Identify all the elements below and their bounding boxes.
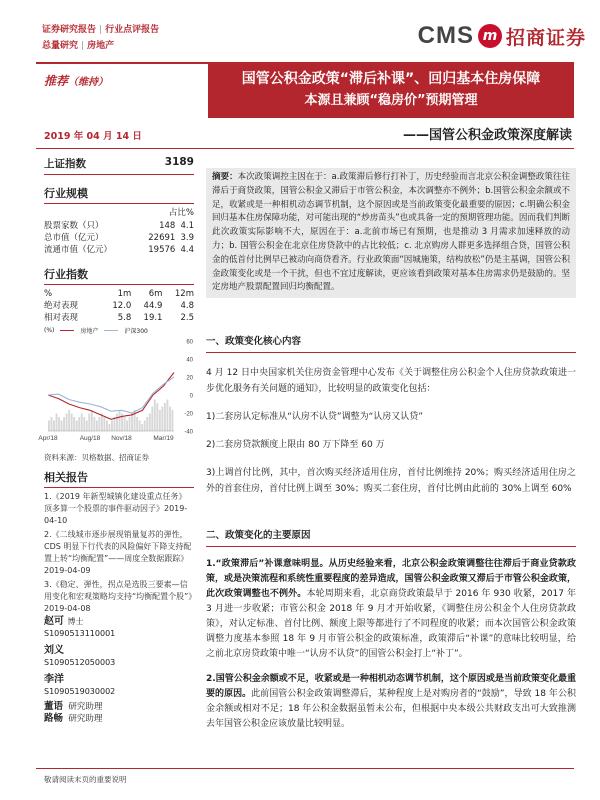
industry-scale-header [44, 207, 194, 220]
header-tag-report-kind: 行业点评报告 [105, 25, 160, 35]
volume-bar [103, 417, 105, 431]
volume-bar [108, 424, 110, 431]
volume-bar [106, 420, 108, 431]
table-cell: 2.5 [180, 312, 194, 323]
chart-ylabel: (%) [44, 326, 55, 334]
header-tag-report-type: 证券研究报告 [42, 25, 97, 35]
volume-bar [169, 406, 171, 431]
header-tags: 证券研究报告 | 行业点评报告 总量研究 | 房地产 [42, 25, 160, 51]
report-date: 2019 年 04 月 14 日 [44, 131, 142, 142]
section-2-para-1-lead: 1.“政策滞后”补课意味明显。从历史经验来看，北京公积金政策调整往往滞后于商业贷款政策，或是决策流程和系统性重要程度的差异造成，国管公积金政策又滞后于市管公积金政策，此次政策调整也不例外。 [206, 559, 576, 599]
volume-bar [141, 424, 143, 431]
volume-bar [151, 406, 153, 431]
abstract-label: 摘要： [212, 172, 238, 182]
footer-divider [36, 768, 574, 769]
assistant-role: 研究助理 [68, 702, 103, 712]
table-cell: 4.1 [180, 220, 194, 231]
analyst-name [44, 645, 194, 657]
volume-bar [73, 417, 75, 431]
section-2-para-1-body: 本轮周期来看，北京商贷政策最早于 2016 年 930 收紧，2017 年 3 月进一步收紧；市管公积金 2018 年 9 月才开始收紧，《调整住房公积金个人住房贷款政策》，对认定标准、首付比例、额度上限等都进行了不同程度的收紧；而本次国管公积金政策调整力度基本参照 18 年 9 月市管公积金的政策标准，政策滞后“补课”的意味比较明显，给之前北京房贷政策中唯一“认房不认贷”的国管公积金打上“补丁”。 [206, 589, 576, 659]
volume-bar [144, 420, 146, 431]
abstract-text: 本次政策调控主因在于：a.政策滞后修行打补丁，历史经验而言北京公积金调整政策往往滞后于商贷政策，国管公积金又滞后于市管公积金，本次调整亦不例外；b.国管公积金余额或不足，收紧或是一种相机动态调节机制，这个原因或是当前政策变化最重要的原因；c.明确公积金回归基本住房保障功能，对可能出现的“炒房苗头”也或具备一定的预期管理功能。因而我们判断此次政策实际影响不大，原因在于：a.北前市场已有预期，也是推动 3 月需求加速释放的动力；b. 国管公积金在北京住房贷款中的占比较低；c. 北京购房人群更多选择组合贷，国管公积金的低首付比例早已被动向商贷看齐。行业政策面“因城施策，结构放松”仍是主基调，国管公积金政策变化或是一个干扰，但也不宜过度解读，更应该看到政策对基本住房需求仍是鼓励的。坚定房地产股票配置回归均衡配置。 [212, 172, 570, 293]
volume-bar [166, 399, 168, 431]
section-1-item: 1)二套房认定标准从“认房不认贷”调整为“认房又认贷” [206, 412, 423, 422]
industry-index-table [44, 288, 194, 324]
analyst-title: 博士 [67, 617, 84, 626]
volume-bar [124, 417, 126, 431]
abstract-box [206, 168, 576, 298]
rating-sub: （维持） [68, 77, 109, 88]
index-value: 3189 [164, 156, 194, 168]
assistant-name: 路畅 [44, 713, 64, 724]
table-cell: 4.8 [180, 300, 194, 311]
table-header: 6m [148, 288, 163, 299]
table-row [44, 300, 194, 312]
related-report-item[interactable]: 1.《2019 年新型城镇化建设重点任务》 顶多算一个股票的事件驱动因子》2019-04-10 [44, 491, 188, 525]
performance-chart [38, 337, 194, 447]
analyst-list [44, 610, 194, 725]
index-label: 上证指数 [44, 158, 86, 170]
table-cell: 19.1 [143, 312, 163, 323]
volume-bar [51, 417, 53, 431]
table-cell: 流通市值（亿元） [44, 244, 113, 255]
volume-bar [76, 420, 78, 431]
volume-bar [83, 417, 85, 431]
volume-bar [93, 417, 95, 431]
table-cell: 绝对表现 [44, 300, 79, 311]
volume-bar [116, 413, 118, 431]
analyst-name [44, 674, 194, 686]
volume-bar [129, 417, 131, 431]
assistant-row [44, 713, 194, 725]
analyst-name-text: 赵可 [44, 616, 64, 627]
table-header: 1m [117, 288, 132, 299]
legend-label-index: 沪深300 [124, 327, 148, 335]
table-row [44, 244, 194, 256]
report-title-line2: 本源且兼顾“稳房价”预期管理 [304, 93, 478, 108]
title-divider [36, 148, 574, 149]
related-report-item[interactable]: 3.《稳定、弹性，拐点是选股三要素—信用变化和宏观策略均支持“均衡配置个股”》2019-04-08 [44, 579, 193, 613]
volume-bar [58, 417, 60, 431]
y-tick-label: -20 [184, 411, 193, 417]
section-1-item: 2)二套房贷款额度上限由 80 万下降至 60 万 [206, 440, 385, 450]
related-report-item[interactable]: 2.《二线城市逐步展现销量复苏的弹性，CDS 明显下行代表的风险偏好下降支持配置上转“均衡配置”——周度全数据跟踪》2019-04-09 [44, 529, 192, 575]
volume-bar [146, 417, 148, 431]
legend-swatch-index [104, 330, 118, 331]
rating [44, 72, 108, 89]
company-logo [418, 20, 586, 52]
table-header: 12m [174, 288, 194, 299]
volume-bar [164, 403, 166, 431]
section-1-title: 一、政策变化核心内容 [206, 334, 576, 353]
table-cell: 12.0 [112, 300, 132, 311]
industry-scale-table [44, 220, 194, 256]
table-row [44, 288, 194, 300]
y-tick-label: 40 [186, 357, 193, 363]
table-row [44, 312, 194, 324]
table-cell: 总市值（亿元） [44, 232, 104, 243]
table-cell: 3.9 [180, 232, 194, 243]
volume-bar [161, 406, 163, 431]
table-cell: 19576 [148, 244, 176, 255]
report-title-box [208, 64, 574, 118]
table-cell: 44.9 [143, 300, 163, 311]
legend-label-sector: 房地产 [80, 327, 99, 335]
y-tick-label: -40 [184, 429, 193, 435]
section-1-item: 3)上调首付比例，其中，首次购买经济适用住房，首付比例维持 20%；购买经济适用住房之外的首套住房，首付比例上调至 30%；购买二套住房，首付比例由此前的 30%上调至 60% [206, 468, 576, 494]
section-2-para-2-lead: 2.国管公积金余额或不足，收紧或是一种相机动态调节机制，这个原因或是当前政策变化最重要的原因。 [206, 674, 576, 699]
volume-bar [78, 417, 80, 431]
section-2-para-2-body: 此前国管公积金政策调整滞后，某种程度上是对购房者的“鼓励”，导致 18 年公积金余额或相对不足；18 年公积金数据虽暂未公布，但根据中央本级公共财政支出可大致推测去年国管公积金应该放量比较明显。 [206, 689, 576, 729]
volume-bar [71, 413, 73, 431]
volume-bar [154, 399, 156, 431]
section-1-intro: 4 月 12 日中央国家机关住房资金管理中心发布《关于调整住房公积金个人住房贷款政策进一步优化服务有关问题的通知》，比较明显的政策变化包括： [206, 368, 576, 394]
volume-bar [48, 420, 50, 431]
volume-bar [91, 410, 93, 431]
section-2-title: 二、政策变化的主要原因 [206, 528, 576, 547]
index-row [44, 156, 194, 175]
volume-bar [136, 417, 138, 431]
y-tick-label: 0 [189, 393, 193, 399]
volume-bar [61, 420, 63, 431]
volume-bar [171, 410, 173, 431]
volume-bar [81, 413, 83, 431]
y-tick-label: 20 [186, 375, 193, 381]
x-tick-label: Apr/18 [38, 434, 58, 442]
related-reports-title: 相关报告 [44, 469, 194, 488]
analyst-id: S1090519030002 [44, 687, 116, 696]
volume-bar [111, 420, 113, 431]
volume-bar [96, 420, 98, 431]
volume-bar [98, 417, 100, 431]
industry-scale-col-header: 占比% [168, 208, 194, 218]
related-reports [44, 491, 194, 615]
table-row [44, 232, 194, 244]
table-cell: 5.8 [117, 312, 132, 323]
volume-bar [56, 413, 58, 431]
volume-bar [66, 413, 68, 431]
report-subtitle: ——国管公积金政策深度解读 [402, 128, 572, 143]
table-cell: 22691 [148, 232, 176, 243]
header-tag-research: 总量研究 [42, 41, 79, 51]
x-tick-label: Mar/19 [153, 434, 174, 442]
volume-bar [156, 403, 158, 431]
chart-legend [44, 326, 194, 335]
assistant-row [44, 701, 194, 713]
footer-note: 敬请阅读末页的重要说明 [44, 775, 127, 784]
logo-emblem-icon: m [478, 24, 502, 48]
table-cell: 4.4 [180, 244, 194, 255]
volume-bar [68, 410, 70, 431]
table-row [44, 220, 194, 232]
analyst-name [44, 616, 194, 628]
logo-cn-text: 招商证券 [505, 26, 586, 49]
x-tick-label: Aug/18 [79, 434, 101, 442]
volume-bar [119, 410, 121, 431]
industry-scale-title: 行业规模 [44, 185, 194, 204]
x-tick-label: Nov/18 [111, 434, 132, 442]
industry-index-title: 行业指数 [44, 266, 194, 285]
volume-bar [126, 420, 128, 431]
section-2-para-2 [206, 672, 576, 732]
table-cell: 相对表现 [44, 312, 79, 323]
assistant-name: 董语 [44, 701, 64, 712]
volume-bar [53, 420, 55, 431]
legend-swatch-sector [60, 330, 74, 331]
assistant-role: 研究助理 [68, 714, 103, 724]
rating-label: 推荐 [44, 74, 69, 88]
volume-bar [159, 410, 161, 431]
analyst-id: S1090512050003 [44, 658, 116, 667]
table-cell: 148 [159, 220, 176, 231]
table-header: % [44, 288, 53, 299]
volume-bar [131, 413, 133, 431]
volume-bar [139, 420, 141, 431]
table-cell: 股票家数（只） [44, 220, 104, 231]
sidebar [38, 156, 194, 617]
logo-cms-text: CMS [417, 22, 474, 49]
analyst-id: S1090513110001 [44, 629, 116, 638]
y-tick-label: 60 [186, 339, 193, 345]
volume-bar [149, 413, 151, 431]
section-2 [206, 528, 576, 732]
volume-bar [86, 420, 88, 431]
analyst-name-text: 李洋 [44, 674, 64, 685]
section-2-para-1 [206, 557, 576, 662]
volume-bar [63, 417, 65, 431]
section-1 [206, 334, 576, 497]
analyst-name-text: 刘义 [44, 645, 64, 656]
volume-bar [88, 413, 90, 431]
header-tag-sector: 房地产 [87, 41, 115, 51]
report-title-line1: 国管公积金政策“滞后补课”、回归基本住房保障 [241, 71, 541, 87]
chart-source: 资料来源：贝格数据、招商证券 [44, 452, 149, 462]
